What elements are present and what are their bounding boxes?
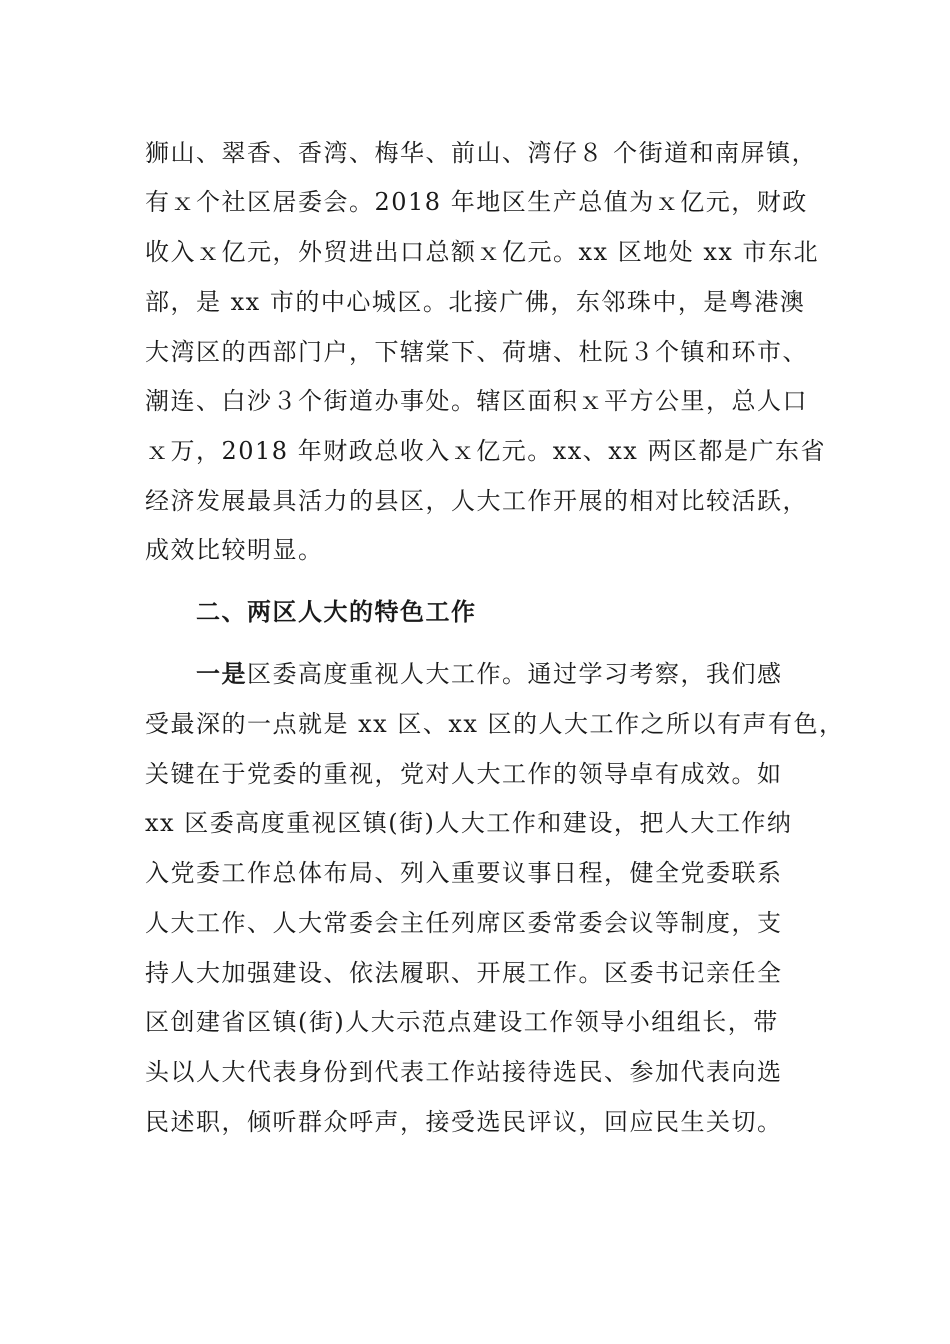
text-line: 收入ｘ亿元，外贸进出口总额ｘ亿元。xx 区地处 xx 市东北 [145,238,820,266]
text-line: 入党委工作总体布局、列入重要议事日程，健全党委联系 [145,859,783,887]
text-line [196,659,783,689]
text-line: 人大工作、人大常委会主任列席区委常委会议等制度，支 [145,909,783,937]
text-line: 成效比较明显。 [145,536,324,564]
text-line: 有ｘ个社区居委会。2018 年地区生产总值为ｘ亿元，财政 [145,188,808,216]
text-line: 经济发展最具活力的县区，人大工作开展的相对比较活跃， [145,487,808,515]
text-line: 潮连、白沙３个街道办事处。辖区面积ｘ平方公里，总人口 [145,387,808,415]
text-line: 大湾区的西部门户，下辖棠下、荷塘、杜阮３个镇和环市、 [145,338,808,366]
text-line: 部，是 xx 市的中心城区。北接广佛，东邻珠中，是粤港澳 [145,288,806,316]
text-line-rest: 区委高度重视人大工作。通过学习考察，我们感 [247,660,783,688]
text-line: 狮山、翠香、香湾、梅华、前山、湾仔８ 个街道和南屏镇， [145,139,818,167]
text-line: xx 区委高度重视区镇(街)人大工作和建设，把人大工作纳 [145,809,793,837]
text-line: 受最深的一点就是 xx 区、xx 区的人大工作之所以有声有色， [145,710,845,738]
text-line: 民述职，倾听群众呼声，接受选民评议，回应民生关切。 [145,1108,783,1136]
lead-phrase: 一是 [196,659,247,688]
text-line: 关键在于党委的重视，党对人大工作的领导卓有成效。如 [145,760,783,788]
text-line: 持人大加强建设、依法履职、开展工作。区委书记亲任全 [145,959,783,987]
text-line: ｘ万，2018 年财政总收入ｘ亿元。xx、xx 两区都是广东省 [145,437,826,465]
section-heading: 二、两区人大的特色工作 [196,597,477,626]
text-line: 头以人大代表身份到代表工作站接待选民、参加代表向选 [145,1058,783,1086]
text-line: 区创建省区镇(街)人大示范点建设工作领导小组组长，带 [145,1008,779,1036]
